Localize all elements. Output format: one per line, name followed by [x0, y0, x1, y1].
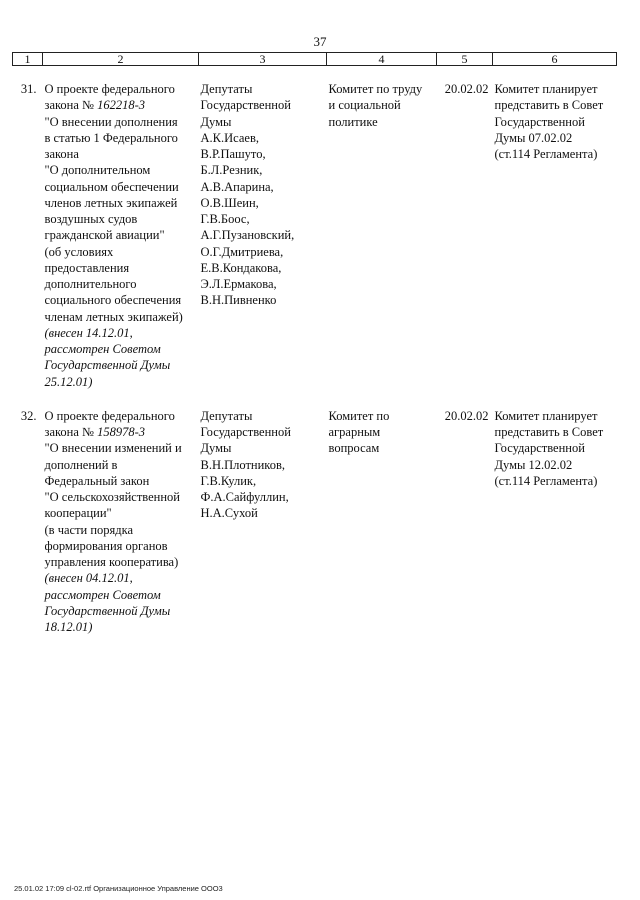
agenda-table — [12, 52, 617, 635]
row-number: 32. — [20, 408, 37, 423]
bill-number: 162218-3 — [97, 98, 146, 113]
author-line: Г.В.Боос, — [200, 212, 250, 226]
author-line: Думы — [200, 114, 232, 129]
bill-description-line: в статью 1 Федерального — [44, 130, 178, 145]
bill-description-line: социального обеспечения — [44, 293, 182, 308]
bill-status-line: (внесен 04.12.01, — [44, 571, 133, 586]
bill-description-line: членам летных экипажей) — [44, 309, 183, 324]
row-spacer — [13, 390, 617, 408]
spacer-cell — [437, 66, 493, 82]
author-line: В.Н.Пивненко — [200, 293, 277, 308]
bill-description-line: "О внесении изменений и — [44, 441, 182, 456]
spacer-cell — [43, 390, 199, 408]
bill-status-line: Государственной Думы — [44, 603, 171, 618]
committee-cell — [327, 81, 437, 390]
spacer-cell — [199, 66, 327, 82]
bill-description-line: управления кооператива) — [44, 555, 179, 569]
author-line: Депутаты — [200, 408, 253, 423]
author-line: А.В.Апарина, — [200, 179, 274, 194]
bill-description-line: дополнений в — [44, 457, 118, 472]
note-line: представить в Совет — [494, 425, 604, 439]
spacer-cell — [437, 390, 493, 408]
column-header: 4 — [327, 53, 437, 66]
bill-description-line: предоставления — [44, 260, 130, 275]
table-row — [13, 408, 617, 636]
committee-line: вопросам — [328, 441, 380, 456]
row-number: 31. — [20, 82, 37, 96]
bill-description-line: О проекте федерального — [44, 408, 175, 423]
spacer-cell — [327, 390, 437, 408]
bill-status-line: рассмотрен Советом — [44, 587, 161, 602]
committee-line: аграрным — [328, 425, 381, 439]
spacer-cell — [493, 66, 617, 82]
authors-cell — [199, 408, 327, 636]
author-line: Государственной — [200, 98, 291, 113]
bill-description-line: гражданской авиации" — [44, 228, 165, 243]
bill-status-line: 18.12.01) — [44, 620, 93, 634]
bill-description-line: (в части порядка — [44, 522, 134, 537]
bill-description-line: закона — [44, 147, 79, 161]
note-line: Комитет планирует — [494, 82, 598, 96]
bill-number: 158978-3 — [97, 425, 146, 439]
bill-description-line — [45, 424, 197, 440]
author-line: А.Г.Пузановский, — [200, 228, 295, 243]
author-line: В.Р.Пашуто, — [200, 147, 266, 161]
bill-number-prefix: закона № — [44, 98, 98, 113]
table-row — [13, 81, 617, 390]
bill-description-line: "О дополнительном — [44, 163, 151, 178]
committee-cell — [327, 408, 437, 636]
note-line: (ст.114 Регламента) — [494, 473, 598, 488]
print-footer: 25.01.02 17:09 cl-02.rtf Организационное Управление ООО3 — [14, 884, 223, 893]
bill-description-line: "О внесении дополнения — [44, 114, 178, 129]
committee-line: Комитет по — [328, 408, 390, 423]
bill-description-line: О проекте федерального — [44, 82, 175, 96]
page-number: 37 — [313, 34, 327, 49]
bill-description-line — [45, 97, 197, 113]
row-spacer — [13, 66, 617, 82]
date-cell: 20.02.02 — [444, 408, 489, 423]
bill-description-line: воздушных судов — [44, 212, 138, 226]
bill-description-line: Федеральный закон — [44, 473, 150, 488]
column-header: 5 — [437, 53, 493, 66]
spacer-cell — [199, 390, 327, 408]
author-line: Депутаты — [200, 82, 253, 96]
note-line: Думы 12.02.02 — [494, 457, 573, 472]
column-header: 1 — [13, 53, 43, 66]
bill-description-line: кооперации" — [44, 506, 112, 521]
authors-cell — [199, 81, 327, 390]
author-line: А.К.Исаев, — [200, 130, 259, 145]
author-line: О.Г.Дмитриева, — [200, 244, 284, 259]
author-line: Ф.А.Сайфуллин, — [200, 490, 289, 504]
note-cell — [493, 408, 617, 636]
author-line: Государственной — [200, 425, 291, 439]
note-cell — [493, 81, 617, 390]
column-header: 2 — [43, 53, 199, 66]
note-line: Думы 07.02.02 — [494, 130, 573, 145]
author-line: Н.А.Сухой — [200, 506, 258, 521]
bill-description-line: формирования органов — [44, 538, 168, 553]
bill-description-line: дополнительного — [44, 277, 137, 291]
committee-line: политике — [328, 114, 378, 129]
bill-description-line: социальном обеспечении — [44, 179, 179, 194]
bill-status-line: Государственной Думы — [44, 358, 171, 373]
spacer-cell — [13, 66, 43, 82]
bill-description-cell — [43, 81, 199, 390]
note-line: (ст.114 Регламента) — [494, 147, 598, 161]
author-line: В.Н.Плотников, — [200, 457, 286, 472]
column-header: 6 — [493, 53, 617, 66]
bill-status-line: 25.12.01) — [44, 374, 93, 389]
author-line: Думы — [200, 441, 232, 456]
spacer-cell — [493, 390, 617, 408]
table-body — [13, 66, 617, 636]
author-line: Е.В.Кондакова, — [200, 260, 282, 275]
column-number-header-row — [13, 53, 617, 66]
bill-description-line: (об условиях — [44, 244, 114, 259]
bill-description-line: членов летных экипажей — [44, 195, 178, 210]
column-header: 3 — [199, 53, 327, 66]
note-line: представить в Совет — [494, 98, 604, 113]
date-cell: 20.02.02 — [444, 82, 489, 96]
author-line: Э.Л.Ермакова, — [200, 277, 277, 291]
author-line: Г.В.Кулик, — [200, 473, 257, 488]
bill-description-line: "О сельскохозяйственной — [44, 490, 180, 504]
spacer-cell — [43, 66, 199, 82]
author-line: Б.Л.Резник, — [200, 163, 263, 178]
author-line: О.В.Шеин, — [200, 195, 259, 210]
bill-description-cell — [43, 408, 199, 636]
committee-line: и социальной — [328, 98, 401, 113]
bill-number-prefix: закона № — [44, 425, 98, 439]
note-line: Государственной — [494, 441, 585, 456]
note-line: Государственной — [494, 114, 585, 129]
bill-status-line: (внесен 14.12.01, — [44, 325, 133, 340]
bill-status-line: рассмотрен Советом — [44, 342, 161, 356]
spacer-cell — [327, 66, 437, 82]
spacer-cell — [13, 390, 43, 408]
committee-line: Комитет по труду — [328, 82, 423, 96]
note-line: Комитет планирует — [494, 408, 598, 423]
